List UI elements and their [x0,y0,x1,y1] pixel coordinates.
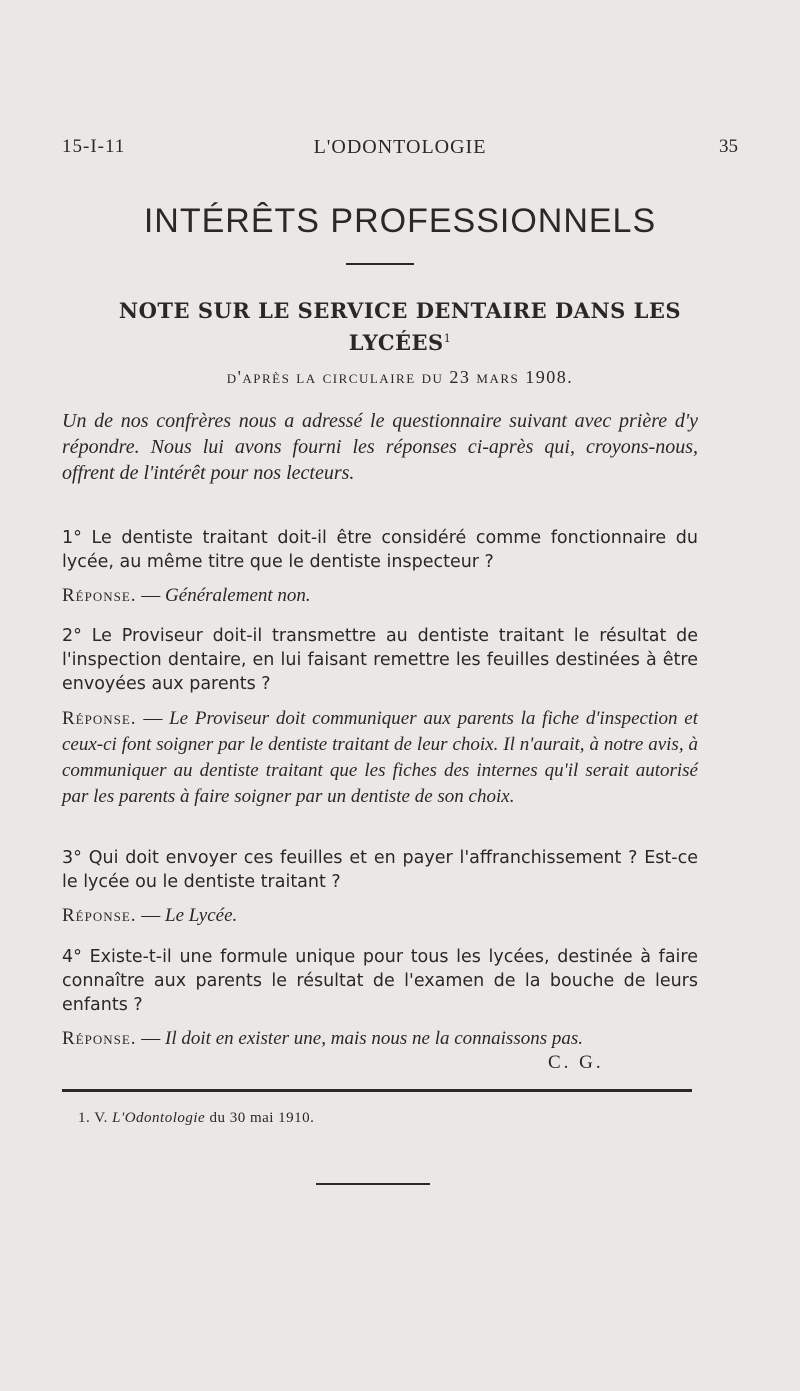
footnote-prefix: V. [94,1110,108,1126]
page-number: 35 [719,136,738,157]
question-2 [62,624,698,696]
answer-2: Réponse. — Le Proviseur doit communiquer aux parents la fiche d'inspection et ceux-ci font soigner par le dentiste traitant de leur choix. Il n'aurait, à notre avis, à communiquer au dentiste traitant que les fiches des internes qu'il serait autorisé par les parents à faire soigner par un dentiste de son choix. [62,708,699,807]
question-text: Le Proviseur doit-il transmettre au dentiste traitant le résultat de l'inspection dentaire, en lui faisant remettre les feuilles destinées à être envoyées aux parents ? [62,626,698,694]
footnote-reference: 1 [443,332,452,345]
question-1 [62,526,698,574]
article-title-text: NOTE SUR LE SERVICE DENTAIRE DANS LES LYCÉES [118,298,682,355]
answer-text: Il doit en exister une, mais nous ne la connaissons pas. [165,1028,584,1049]
issue-date: 15-I-11 [62,136,126,157]
answer-text: Le Lycée. [165,905,238,926]
journal-name: L'ODONTOLOGIE [313,136,487,158]
divider [346,263,414,265]
answer-4: Réponse. — Il doit en exister une, mais nous ne la connaissons pas. [62,1028,584,1049]
article-title [80,297,720,357]
answer-label: Réponse. [62,708,137,729]
article-subtitle: d'après la circulaire du 23 mars 1908. [226,367,574,387]
question-number: 4° [62,947,82,967]
section-title: INTÉRÊTS PROFESSIONNELS [143,202,657,240]
question-number: 2° [62,626,82,646]
question-3 [62,846,698,894]
end-rule [316,1183,430,1185]
question-text: Le dentiste traitant doit-il être considéré comme fonctionnaire du lycée, au même titre que le dentiste inspecteur ? [62,528,698,572]
answer-1: Réponse. — Généralement non. [62,585,311,606]
footnote [78,1110,314,1127]
question-text: Existe-t-il une formule unique pour tous les lycées, destinée à faire connaître aux parents le résultat de l'examen de la bouche de leurs enfants ? [62,947,698,1015]
footnote-marker: 1. [78,1110,91,1126]
footnote-journal: L'Odontologie [112,1110,206,1126]
question-text: Qui doit envoyer ces feuilles et en payer l'affranchissement ? Est-ce le lycée ou le dentiste traitant ? [62,848,698,892]
answer-text: Généralement non. [165,585,311,606]
footnote-suffix: du 30 mai 1910. [209,1110,315,1126]
footnote-rule [62,1089,692,1092]
question-number: 1° [62,528,82,548]
answer-3: Réponse. — Le Lycée. [62,905,238,926]
answer-label: Réponse. [62,585,137,606]
answer-label: Réponse. [62,1028,137,1049]
running-head [62,136,738,160]
answer-text: Le Proviseur doit communiquer aux parents la fiche d'inspection et ceux-ci font soigner par le dentiste traitant de leur choix. Il n'aurait, à notre avis, à communiquer au dentiste traitant que les fiches des internes qu'il serait autorisé par les parents à faire soigner par un dentiste de son choix. [62,708,699,807]
answer-label: Réponse. [62,905,137,926]
question-4 [62,945,698,1017]
question-number: 3° [62,848,82,868]
intro-paragraph: Un de nos confrères nous a adressé le questionnaire suivant avec prière d'y répondre. Nous lui avons fourni les réponses ci-après qui, croyons-nous, offrent de l'intérêt pour nos lecteurs. [62,410,698,484]
signature: C. G. [548,1052,604,1073]
